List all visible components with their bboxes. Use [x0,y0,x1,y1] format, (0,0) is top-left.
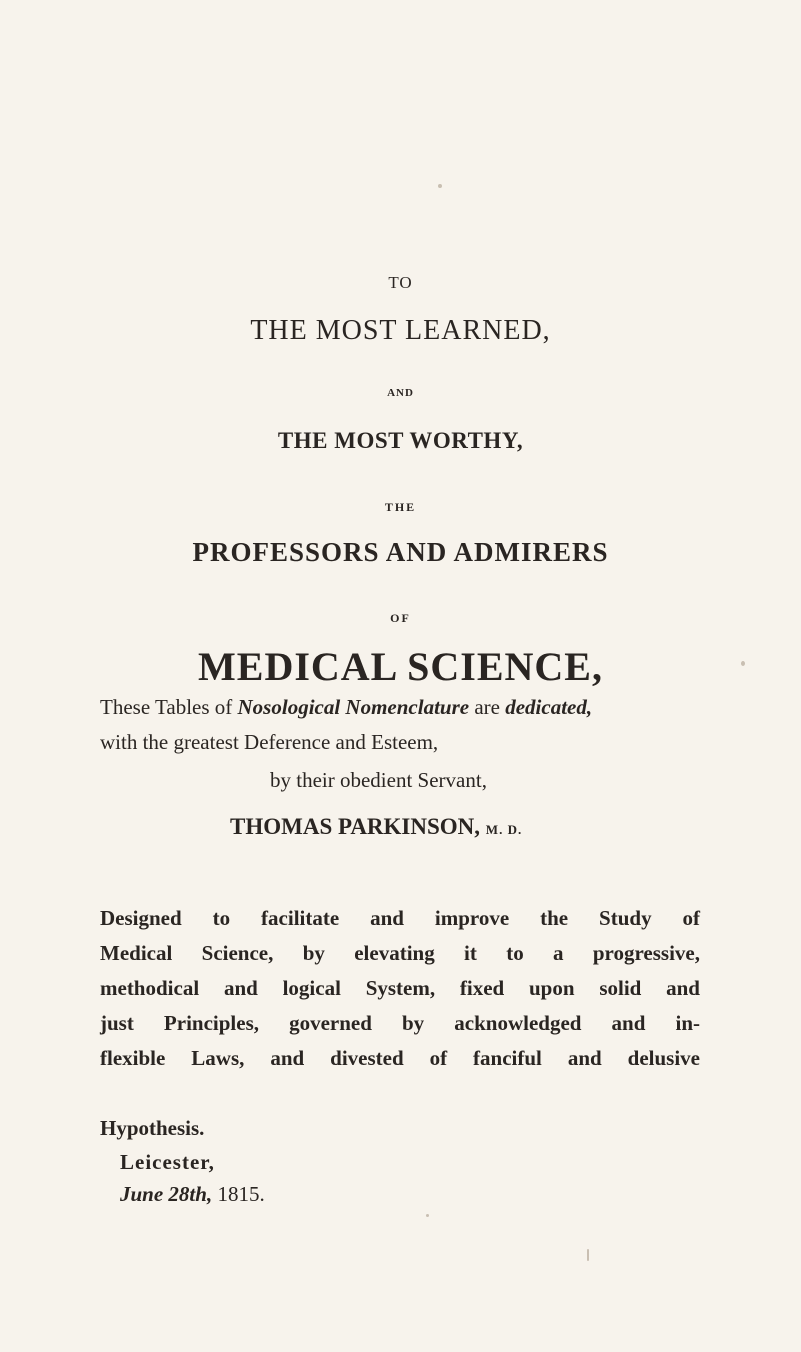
dedication-text: These Tables of [100,695,238,719]
body-line: methodical and logical System, fixed upon solid and [100,976,700,1000]
paper-speck [426,1214,429,1217]
date-line [120,1182,265,1207]
author-name [230,814,522,840]
author-suffix: M. D. [485,822,523,837]
heading-most-worthy: THE MOST WORTHY, [277,428,524,453]
heading-and: AND [387,387,414,399]
dedicated-word: dedicated, [505,695,593,719]
paper-speck [587,1249,589,1261]
author-name-text: THOMAS PARKINSON, [230,814,481,839]
heading-to: TO [388,273,413,292]
body-line: Hypothesis. [100,1116,205,1140]
body-line: just Principles, governed by acknowledged and in- [100,1011,700,1035]
dedication-line-3: by their obedient Servant, [270,768,487,792]
paper-speck [741,661,745,666]
body-line: flexible Laws, and divested of fanciful and delusive [100,1046,700,1070]
heading-the: THE [384,500,417,514]
body-line: Medical Science, by elevating it to a progressive, [100,941,700,965]
body-line: Designed to facilitate and improve the Study of [100,906,700,930]
dedication-line-2: with the greatest Deference and Esteem, [100,730,439,754]
book-title: Nosological Nomenclature [237,695,470,719]
dedication-text: are [469,695,506,719]
heading-professors: PROFESSORS AND ADMIRERS [192,537,609,567]
place-name: Leicester, [120,1150,215,1174]
heading-medical-science: MEDICAL SCIENCE, [198,644,603,689]
paper-speck [438,184,442,188]
heading-of: OF [390,611,411,625]
heading-most-learned: THE MOST LEARNED, [250,315,551,346]
date-year: 1815. [217,1182,265,1206]
dedication-line-1 [100,695,592,720]
date-month: June 28th, [120,1182,213,1206]
